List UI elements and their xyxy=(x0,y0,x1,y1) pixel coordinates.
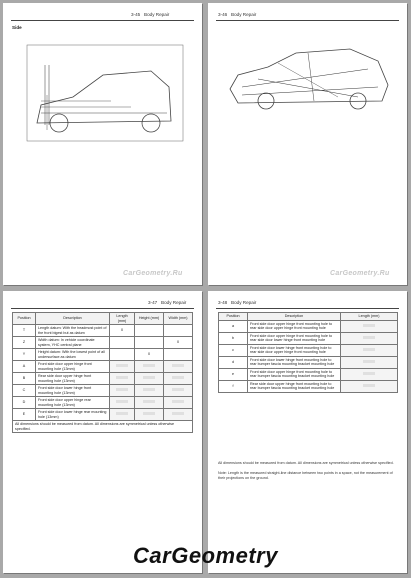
section-title: Body Repair xyxy=(144,12,170,17)
footnote: All dimensions should be measured from datum. All dimensions are symmetrical unless otherwise specified. xyxy=(218,461,394,465)
width-cell xyxy=(164,325,193,337)
table-row xyxy=(219,356,398,368)
position-cell: A xyxy=(13,361,36,373)
length-cell xyxy=(341,320,398,332)
description-cell: Width datum: In vehicle coordinate system, YHC central plane xyxy=(36,337,110,349)
position-cell: E xyxy=(13,409,36,421)
table-row xyxy=(13,337,193,349)
table-row xyxy=(219,332,398,344)
header-rule xyxy=(216,20,399,21)
table-row xyxy=(13,373,193,385)
table-row xyxy=(13,409,193,421)
table-footnote-row xyxy=(13,421,193,433)
distance-table xyxy=(218,312,398,393)
width-cell xyxy=(164,397,193,409)
column-header: Description xyxy=(248,313,341,321)
height-cell xyxy=(135,409,164,421)
table-row xyxy=(13,385,193,397)
length-cell xyxy=(110,337,135,349)
position-cell: D xyxy=(13,397,36,409)
watermark: CarGeometry.Ru xyxy=(123,270,183,277)
description-cell: Rear side door upper hinge front mounting hole to rear bumper fascia mounting bracket mounting hole xyxy=(248,380,341,392)
length-cell xyxy=(110,397,135,409)
width-cell xyxy=(164,373,193,385)
description-cell: Front side door lower hinge rear mounting hole (13mm) xyxy=(36,409,110,421)
height-cell xyxy=(135,337,164,349)
column-header: Position xyxy=(13,313,36,325)
section-title: Body Repair xyxy=(161,300,187,305)
description-cell: Front side door upper hinge front mounting hole to rear bumper fascia mounting bracket mounting hole xyxy=(248,368,341,380)
length-cell xyxy=(110,409,135,421)
description-cell: Front side door lower hinge front mounting hole to rear side door upper hinge front mounting hole xyxy=(248,344,341,356)
car-three-quarter-diagram xyxy=(218,39,398,119)
brand-logo: CarGeometry xyxy=(133,543,278,568)
width-cell xyxy=(164,409,193,421)
column-header: Description xyxy=(36,313,110,325)
manual-page-2 xyxy=(208,3,407,285)
height-cell: 0 xyxy=(135,349,164,361)
manual-page-1 xyxy=(3,3,202,285)
table-row xyxy=(13,397,193,409)
width-cell xyxy=(164,385,193,397)
table-row xyxy=(13,325,193,337)
table-row xyxy=(13,361,193,373)
width-cell: 0 xyxy=(164,337,193,349)
header-rule xyxy=(11,308,194,309)
description-cell: Length datum: With the headmost point of the front bigest but as datum xyxy=(36,325,110,337)
position-cell: C xyxy=(13,385,36,397)
description-cell: Front side door upper hinge front mounting hole to rear side door lower hinge front mounting hole xyxy=(248,332,341,344)
height-cell xyxy=(135,325,164,337)
position-cell: b xyxy=(219,332,248,344)
car-side-diagram xyxy=(11,35,195,145)
length-cell xyxy=(341,356,398,368)
page-header xyxy=(218,12,256,17)
page-number: 3-48 xyxy=(218,300,228,305)
section-title: Body Repair xyxy=(231,12,257,17)
column-header: Height (mm) xyxy=(135,313,164,325)
length-cell xyxy=(110,373,135,385)
page-header xyxy=(218,300,256,305)
position-cell: f xyxy=(219,380,248,392)
length-cell: 0 xyxy=(110,325,135,337)
measurement-note: Note: Length is the measured straight-line distance between two points in a space, not the measurement of their projections on the ground. xyxy=(218,471,393,480)
datum-table xyxy=(12,312,193,433)
page-number: 3-45 xyxy=(131,12,141,17)
watermark: CarGeometry.Ru xyxy=(330,270,390,277)
length-cell xyxy=(110,349,135,361)
description-cell: Front side door lower hinge front mounting hole to rear bumper fascia mounting bracket mounting hole xyxy=(248,356,341,368)
column-header: Length (mm) xyxy=(110,313,135,325)
description-cell: Front side door upper hinge front mounting hole (13mm) xyxy=(36,361,110,373)
description-cell: Front side door lower hinge front mounting hole (13mm) xyxy=(36,385,110,397)
table-row xyxy=(219,368,398,380)
position-cell: c xyxy=(219,344,248,356)
page-number: 3-46 xyxy=(218,12,228,17)
section-label: Side xyxy=(12,25,22,30)
description-cell: Front side door upper hinge front mounting hole to rear side door upper hinge front mounting hole xyxy=(248,320,341,332)
length-cell xyxy=(341,332,398,344)
table-row xyxy=(219,344,398,356)
length-cell xyxy=(341,344,398,356)
description-cell: Front side door upper hinge rear mounting hole (13mm) xyxy=(36,397,110,409)
length-cell xyxy=(341,368,398,380)
page-number: 3-47 xyxy=(148,300,158,305)
table-header-row xyxy=(13,313,193,325)
description-cell: Height datum: With the lowest point of all undersurface as datum xyxy=(36,349,110,361)
height-cell xyxy=(135,361,164,373)
position-cell: d xyxy=(219,356,248,368)
height-cell xyxy=(135,373,164,385)
table-header-row xyxy=(219,313,398,321)
page-header xyxy=(131,12,169,17)
width-cell xyxy=(164,361,193,373)
manual-page-4 xyxy=(208,291,407,573)
header-rule xyxy=(216,308,399,309)
column-header: Width (mm) xyxy=(164,313,193,325)
length-cell xyxy=(110,361,135,373)
position-cell: Y xyxy=(13,349,36,361)
position-cell: e xyxy=(219,368,248,380)
manual-page-3 xyxy=(3,291,202,573)
header-rule xyxy=(11,20,194,21)
column-header: Position xyxy=(219,313,248,321)
table-row xyxy=(219,320,398,332)
width-cell xyxy=(164,349,193,361)
footnote: All dimensions should be measured from datum. All dimensions are symmetrical unless otherwise specified. xyxy=(13,421,193,433)
height-cell xyxy=(135,385,164,397)
table-row xyxy=(219,380,398,392)
table-row xyxy=(13,349,193,361)
position-cell: a xyxy=(219,320,248,332)
height-cell xyxy=(135,397,164,409)
position-cell: Z xyxy=(13,337,36,349)
length-cell xyxy=(110,385,135,397)
page-header xyxy=(148,300,186,305)
position-cell: T xyxy=(13,325,36,337)
position-cell: B xyxy=(13,373,36,385)
section-title: Body Repair xyxy=(231,300,257,305)
length-cell xyxy=(341,380,398,392)
description-cell: Rear side door upper hinge front mounting hole (13mm) xyxy=(36,373,110,385)
column-header: Length (mm) xyxy=(341,313,398,321)
